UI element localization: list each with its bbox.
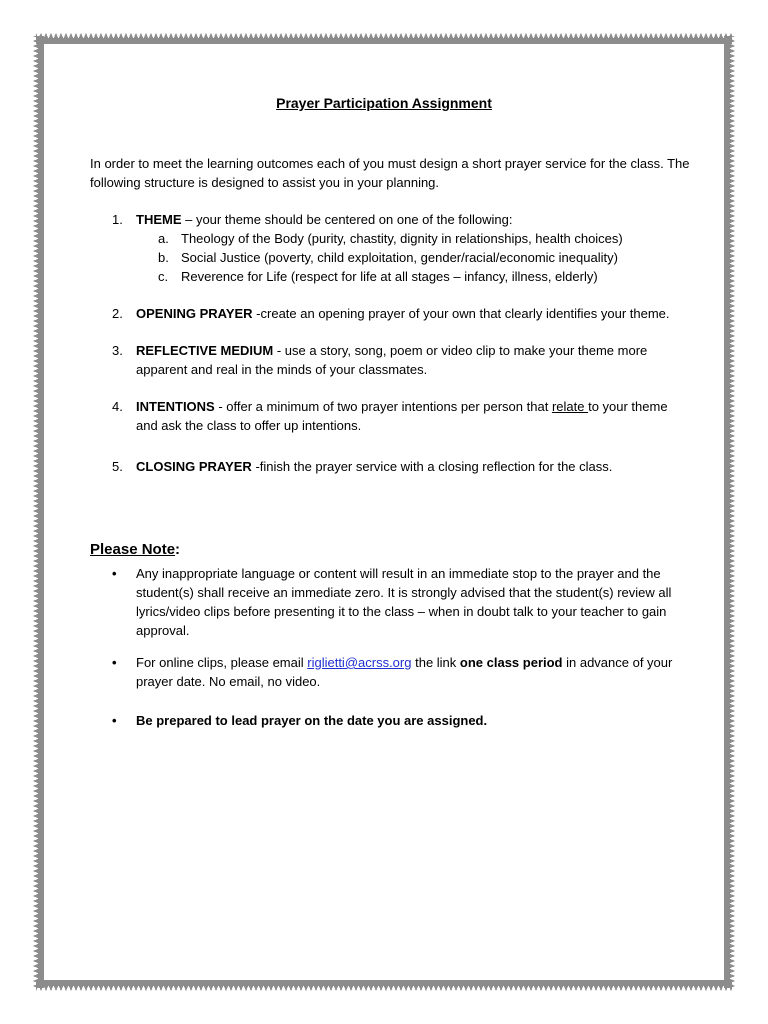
sublist-item	[136, 248, 670, 267]
item-number: 5.	[112, 459, 123, 474]
item-number: 3.	[112, 343, 123, 358]
please-note-colon: :	[175, 541, 181, 558]
item-heading: INTENTIONS	[136, 399, 215, 414]
structure-list	[90, 210, 670, 476]
bullet-bold-text: one class period	[459, 655, 563, 670]
sublist-letter: c.	[158, 269, 169, 284]
list-item-closing-prayer	[90, 457, 670, 476]
list-item-reflective-medium	[90, 341, 670, 379]
item-heading: REFLECTIVE MEDIUM	[136, 343, 274, 358]
please-note-heading	[90, 541, 180, 558]
item-heading: CLOSING PRAYER	[136, 459, 252, 474]
sublist-text: Social Justice (poverty, child exploitation, gender/racial/economic inequality)	[181, 250, 618, 265]
item-text: – your theme should be centered on one of the following:	[181, 212, 513, 227]
bullet-item	[90, 711, 680, 730]
note-bullets	[90, 564, 680, 743]
item-text: to your theme and ask the class to offer up intentions.	[136, 399, 668, 433]
bullet-icon: •	[112, 713, 117, 728]
intro-paragraph: In order to meet the learning outcomes each of you must design a short prayer service for the class. The following structure is designed to assist you in your planning.	[90, 156, 690, 190]
bullet-text: Any inappropriate language or content will result in an immediate stop to the prayer and the student(s) shall receive an immediate zero. It is strongly advised that the student(s) review all lyrics/video clips before presenting it to the class – when in doubt talk to your teacher to gain approval.	[136, 566, 672, 638]
sublist-item	[136, 229, 670, 248]
item-text: -create an opening prayer of your own that clearly identifies your theme.	[252, 306, 670, 321]
decorative-border-top	[36, 33, 732, 44]
item-heading: OPENING PRAYER	[136, 306, 253, 321]
bullet-text: the link	[411, 655, 460, 670]
list-item-intentions	[90, 397, 670, 435]
item-text-underlined: relate	[551, 399, 589, 414]
list-item-theme	[90, 210, 670, 286]
item-text: - offer a minimum of two prayer intentions per person that	[214, 399, 552, 414]
bullet-item	[90, 653, 680, 691]
page-title: Prayer Participation Assignment	[276, 95, 492, 111]
decorative-border-bottom	[36, 980, 732, 991]
list-item-opening-prayer	[90, 304, 670, 323]
bullet-text: in advance of your prayer date. No email, no video.	[136, 655, 673, 689]
item-number: 2.	[112, 306, 123, 321]
sublist-text: Theology of the Body (purity, chastity, dignity in relationships, health choices)	[181, 231, 623, 246]
sublist-text: Reverence for Life (respect for life at all stages – infancy, illness, elderly)	[181, 269, 598, 284]
decorative-border-right	[724, 36, 735, 988]
email-link[interactable]: riglietti@acrss.org	[307, 655, 412, 670]
bullet-icon: •	[112, 566, 117, 581]
bullet-bold-text: Be prepared to lead prayer on the date you are assigned.	[136, 713, 488, 728]
item-text: - use a story, song, poem or video clip to make your theme more apparent and real in the minds of your classmates.	[136, 343, 648, 377]
theme-sublist	[136, 229, 670, 286]
sublist-item	[136, 267, 670, 286]
item-text: -finish the prayer service with a closing reflection for the class.	[251, 459, 613, 474]
item-number: 4.	[112, 399, 123, 414]
item-heading: THEME	[136, 212, 182, 227]
please-note-label: Please Note	[90, 541, 176, 558]
bullet-item	[90, 564, 680, 640]
bullet-icon: •	[112, 655, 117, 670]
item-number: 1.	[112, 212, 123, 227]
sublist-letter: b.	[158, 250, 169, 265]
bullet-text: For online clips, please email	[136, 655, 308, 670]
sublist-letter: a.	[158, 231, 169, 246]
decorative-border-left	[33, 36, 44, 988]
